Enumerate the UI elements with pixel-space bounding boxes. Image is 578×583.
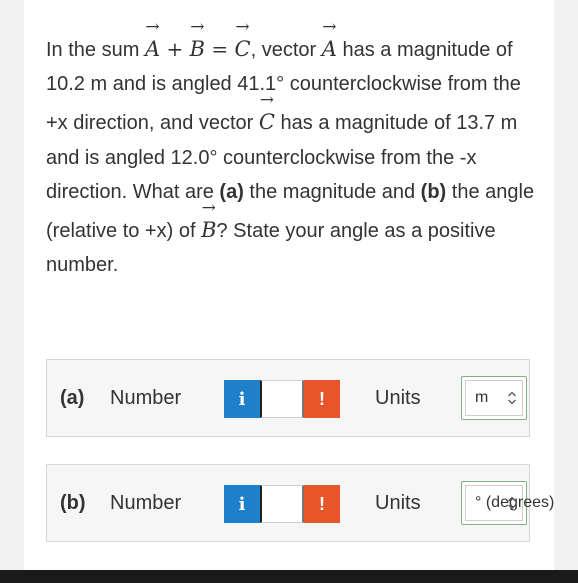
number-input-b[interactable] xyxy=(260,485,304,523)
number-label: Number xyxy=(110,492,182,514)
units-select-a[interactable] xyxy=(461,376,527,420)
vector-a: → A xyxy=(322,28,337,66)
number-label: Number xyxy=(110,387,182,409)
part-label: (a) xyxy=(60,387,85,409)
question-text xyxy=(46,28,546,282)
info-icon[interactable]: i xyxy=(224,485,260,523)
answer-row-b xyxy=(46,464,555,542)
answer-row-a xyxy=(46,359,530,437)
vector-c: → C xyxy=(235,28,251,66)
number-input-a[interactable] xyxy=(260,380,304,418)
part-label: (b) xyxy=(60,492,86,514)
part-a-label: (a) xyxy=(219,180,244,203)
chevron-updown-icon xyxy=(507,495,517,511)
equals-sign: = xyxy=(205,37,235,61)
units-selected-value: m xyxy=(465,380,523,416)
vector-a: → A xyxy=(145,28,160,66)
vector-b: → B xyxy=(190,28,205,66)
info-icon[interactable]: i xyxy=(224,380,260,418)
question-text-part: , vector xyxy=(250,39,322,61)
bottom-bar xyxy=(0,570,578,583)
question-text-part: the magnitude and xyxy=(243,180,421,203)
units-selected-value: ° (degrees) xyxy=(465,485,523,521)
plus-sign: + xyxy=(160,37,190,61)
part-b-label: (b) xyxy=(420,180,447,203)
question-text-part: ? State your angle as a positive number. xyxy=(46,220,496,277)
vector-c: → C xyxy=(259,101,275,139)
units-label: Units xyxy=(375,492,421,514)
units-select-b[interactable] xyxy=(461,481,555,525)
units-label: Units xyxy=(375,387,421,409)
warning-icon[interactable]: ! xyxy=(304,380,340,418)
question-text-part: In the sum xyxy=(46,39,145,61)
question-text-part: has a magnitude of 10.2 m and is angled 41.1° counterclockwise from the +x direction, and vector xyxy=(46,39,521,135)
warning-icon[interactable]: ! xyxy=(304,485,340,523)
vector-b: → B xyxy=(201,209,216,247)
chevron-updown-icon xyxy=(507,390,517,406)
question-text-part: has a magnitude of 13.7 m and is angled 12.0° counterclockwise from the -x direction. What are xyxy=(46,112,518,203)
question-text-part: the angle (relative to +x) of xyxy=(46,180,535,243)
